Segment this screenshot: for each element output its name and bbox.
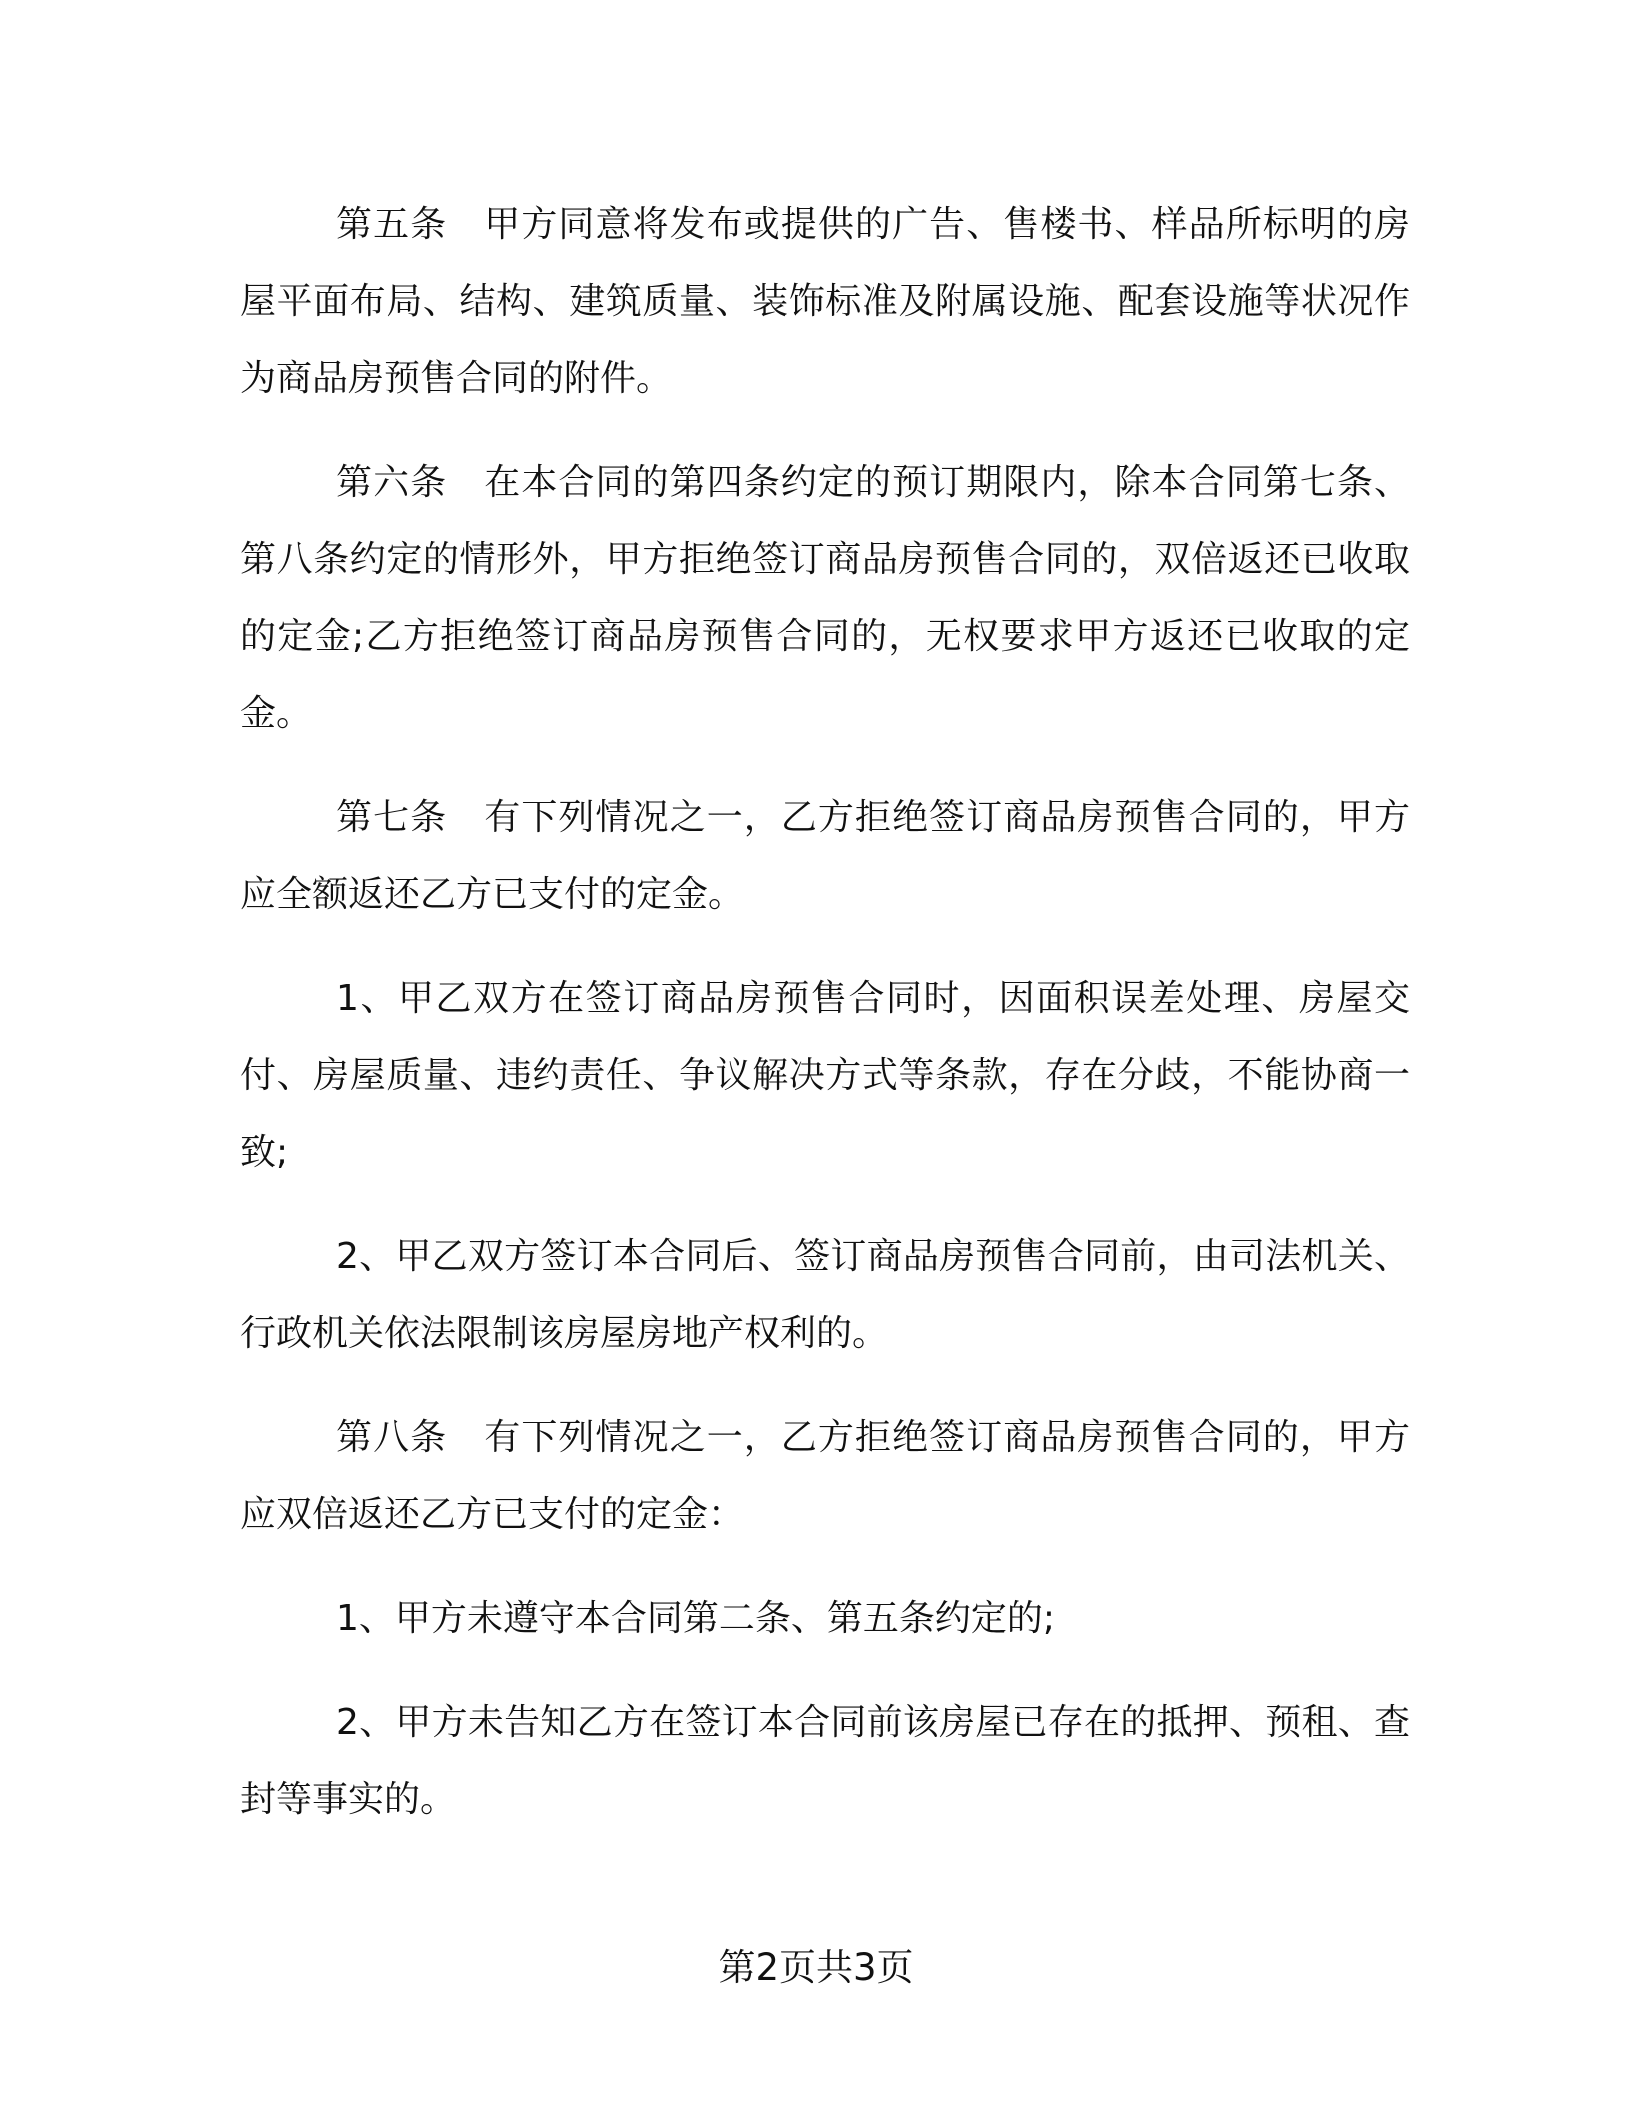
clause-8: 第八条 有下列情况之一，乙方拒绝签订商品房预售合同的，甲方应双倍返还乙方已支付的定金： (240, 1417, 1410, 1535)
clause-7: 第七条 有下列情况之一，乙方拒绝签订商品房预售合同的，甲方应全额返还乙方已支付的定金。 (240, 797, 1410, 915)
clause-7-item-1: 1、甲乙双方在签订商品房预售合同时，因面积误差处理、房屋交付、房屋质量、违约责任、争议解决方式等条款，存在分歧，不能协商一致; (240, 978, 1410, 1173)
clause-7-item-2: 2、甲乙双方签订本合同后、签订商品房预售合同前，由司法机关、行政机关依法限制该房屋房地产权利的。 (240, 1236, 1410, 1354)
clause-8-item-1: 1、甲方未遵守本合同第二条、第五条约定的; (336, 1598, 1056, 1639)
clause-5: 第五条 甲方同意将发布或提供的广告、售楼书、样品所标明的房屋平面布局、结构、建筑质量、装饰标准及附属设施、配套设施等状况作为商品房预售合同的附件。 (240, 204, 1410, 399)
document-body (240, 186, 1410, 1838)
page-number-footer: 第2页共3页 (718, 1946, 914, 1989)
clause-6: 第六条 在本合同的第四条约定的预订期限内，除本合同第七条、第八条约定的情形外，甲方拒绝签订商品房预售合同的，双倍返还已收取的定金;乙方拒绝签订商品房预售合同的，无权要求甲方返还已收取的定金。 (240, 462, 1410, 734)
clause-8-item-2: 2、甲方未告知乙方在签订本合同前该房屋已存在的抵押、预租、查封等事实的。 (240, 1702, 1410, 1820)
